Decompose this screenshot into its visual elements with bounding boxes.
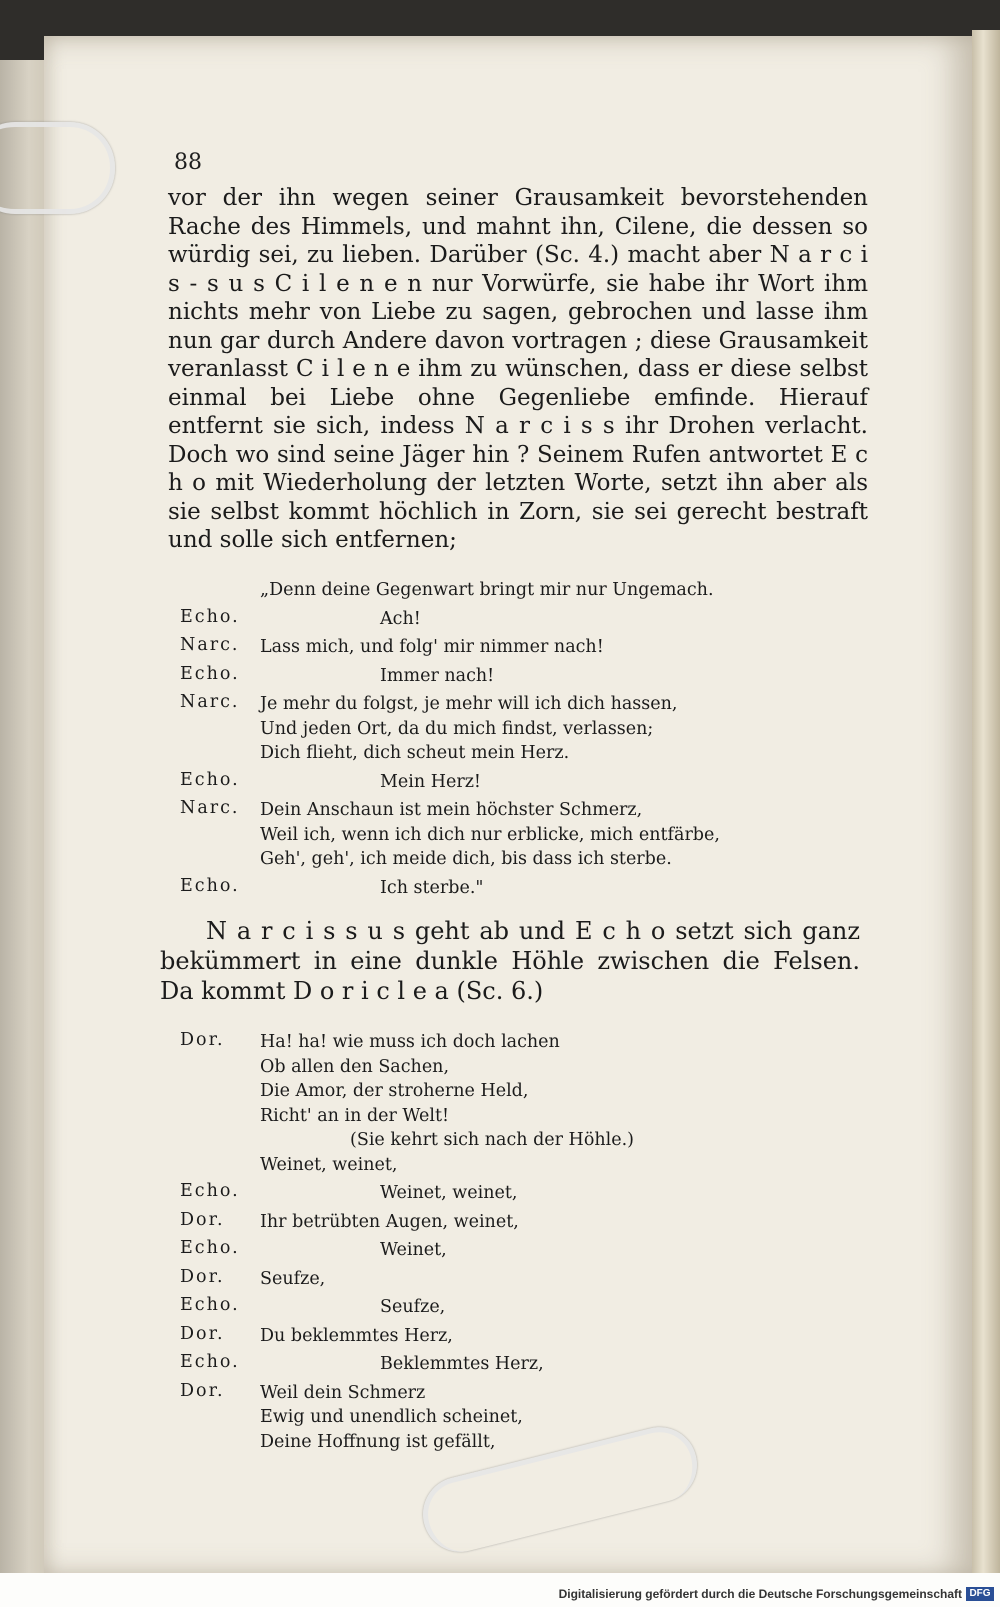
dialogue-line: „Denn deine Gegenwart bringt mir nur Ungemach. [260,580,714,600]
dialogue-row [180,876,820,901]
speaker-name: Echo. [180,663,240,684]
speaker-name: Narc. [180,635,240,655]
dialogue-line: Seufze, [260,1268,326,1289]
dialogue-line: Geh', geh', ich meide dich, bis dass ich sterbe. [260,849,672,869]
dialogue-line: Weinet, [380,1240,447,1260]
dialogue-row [180,1181,820,1206]
dialogue-row [180,578,820,603]
digitization-credit: Digitalisierung gefördert durch die Deutsche Forschungsgemeinschaft [558,1587,962,1601]
speaker-name: Dor. [180,1030,225,1050]
dialogue-row [180,635,820,660]
dialogue-lines [260,1030,820,1177]
dialogue-row [180,1238,820,1263]
speaker-name: Narc. [180,798,240,818]
dialogue-row [180,1030,820,1177]
dialogue-lines [260,1210,820,1235]
dialogue-lines [260,1295,820,1320]
dialogue-line: Dich flieht, dich scheut mein Herz. [260,743,570,763]
dialogue-lines [260,692,820,766]
dialogue-line: Ewig und unendlich scheinet, [260,1407,523,1427]
dialogue-block-doriclea-echo [180,1030,820,1454]
dialogue-block-narcissus-echo [180,578,820,900]
speaker-name: Echo. [180,769,240,790]
digitization-footer [0,1573,1000,1607]
dialogue-row [180,692,820,766]
paragraph-transition [160,916,860,1006]
dialogue-row [180,1381,820,1455]
speaker-name: Dor. [180,1209,225,1230]
speaker-name: Dor. [180,1323,225,1344]
dialogue-lines [260,1352,820,1377]
speaker-name: Narc. [180,692,240,712]
dialogue-lines [260,798,820,872]
dialogue-line: Deine Hoffnung ist gefällt, [260,1431,496,1452]
speaker-name: Echo. [180,1295,240,1315]
dialogue-line: Weil dein Schmerz [260,1382,426,1403]
dialogue-line: Je mehr du folgst, je mehr will ich dich hassen, [260,694,678,714]
dialogue-line: (Sie kehrt sich nach der Höhle.) [350,1130,634,1150]
dialogue-row [180,1352,820,1377]
dialogue-line: Weinet, weinet, [260,1154,398,1175]
dialogue-lines [260,635,820,660]
dialogue-lines [260,607,820,632]
speaker-name: Echo. [180,1238,240,1258]
dialogue-row [180,770,820,795]
dialogue-line: Die Amor, der stroherne Held, [260,1081,529,1101]
page-number: 88 [174,150,202,175]
paragraph-text: vor der ihn wegen seiner Grausamkeit bevorstehenden Rache des Himmels, und mahnt ihn, Cilene, die dessen so würdig sei, zu lieben. Darüber (Sc. 4.) macht aber N a r c i s - s u s C i l e n e n nur Vorwürfe, sie habe ihr Wort ihm nichts mehr von Liebe zu sagen, gebrochen und lasse ihm nun gar durch Andere davon vortragen ; diese Grausamkeit veranlasst C i l e n e ihm zu wünschen, dass er diese selbst einmal bei Liebe ohne Gegenliebe emfinde. Hierauf entfernt sie sich, indess N a r c i s s ihr Drohen verlacht. Doch wo sind seine Jäger hin ? Seinem Rufen antwortet E c h o mit Wiederholung der letzten Worte, setzt ihn aber als sie selbst kommt höchlich in Zorn, sie sei gerecht bestraft und solle sich entfernen; [168,185,868,553]
dialogue-row [180,1295,820,1320]
dialogue-line: Lass mich, und folg' mir nimmer nach! [260,637,604,657]
dialogue-row [180,607,820,632]
dialogue-line: Du beklemmtes Herz, [260,1325,453,1346]
dialogue-line: Ach! [380,608,421,629]
dialogue-row [180,798,820,872]
dialogue-line: Beklemmtes Herz, [380,1354,544,1374]
dialogue-lines [260,876,820,901]
speaker-name: Dor. [180,1266,225,1287]
dialogue-line: Weil ich, wenn ich dich nur erblicke, mich entfärbe, [260,824,720,845]
dialogue-line: Und jeden Ort, da du mich findst, verlassen; [260,718,654,739]
dialogue-lines [260,770,820,795]
dialogue-line: Ich sterbe." [380,877,484,898]
speaker-name: Echo. [180,1352,240,1372]
dialogue-row [180,1324,820,1349]
dfg-logo: DFG [966,1587,994,1601]
dialogue-line: Ha! ha! wie muss ich doch lachen [260,1032,560,1052]
dialogue-line: Mein Herz! [380,771,481,792]
dialogue-line: Immer nach! [380,665,495,686]
dialogue-lines [260,1238,820,1263]
paragraph-text: N a r c i s s u s geht ab und E c h o setzt sich ganz bekümmert in eine dunkle Höhle zwischen die Felsen. Da kommt D o r i c l e a (Sc. 6.) [160,917,860,1005]
dialogue-line: Seufze, [380,1297,446,1317]
dialogue-line: Ihr betrübten Augen, weinet, [260,1211,519,1232]
dialogue-lines [260,578,820,603]
paragraph-intro [168,184,868,555]
dialogue-line: Richt' an in der Welt! [260,1105,450,1126]
speaker-name: Echo. [180,1181,240,1201]
paper-clip [0,122,115,214]
dialogue-line: Ob allen den Sachen, [260,1056,450,1077]
dialogue-line: Dein Anschaun ist mein höchster Schmerz, [260,800,643,820]
dialogue-lines [260,664,820,689]
speaker-name: Echo. [180,875,240,896]
dialogue-lines [260,1381,820,1455]
dialogue-lines [260,1324,820,1349]
dialogue-row [180,1210,820,1235]
dialogue-lines [260,1181,820,1206]
dialogue-lines [260,1267,820,1292]
dialogue-row [180,664,820,689]
dialogue-line: Weinet, weinet, [380,1183,518,1203]
speaker-name: Echo. [180,606,240,627]
dialogue-row [180,1267,820,1292]
speaker-name: Dor. [180,1380,225,1401]
